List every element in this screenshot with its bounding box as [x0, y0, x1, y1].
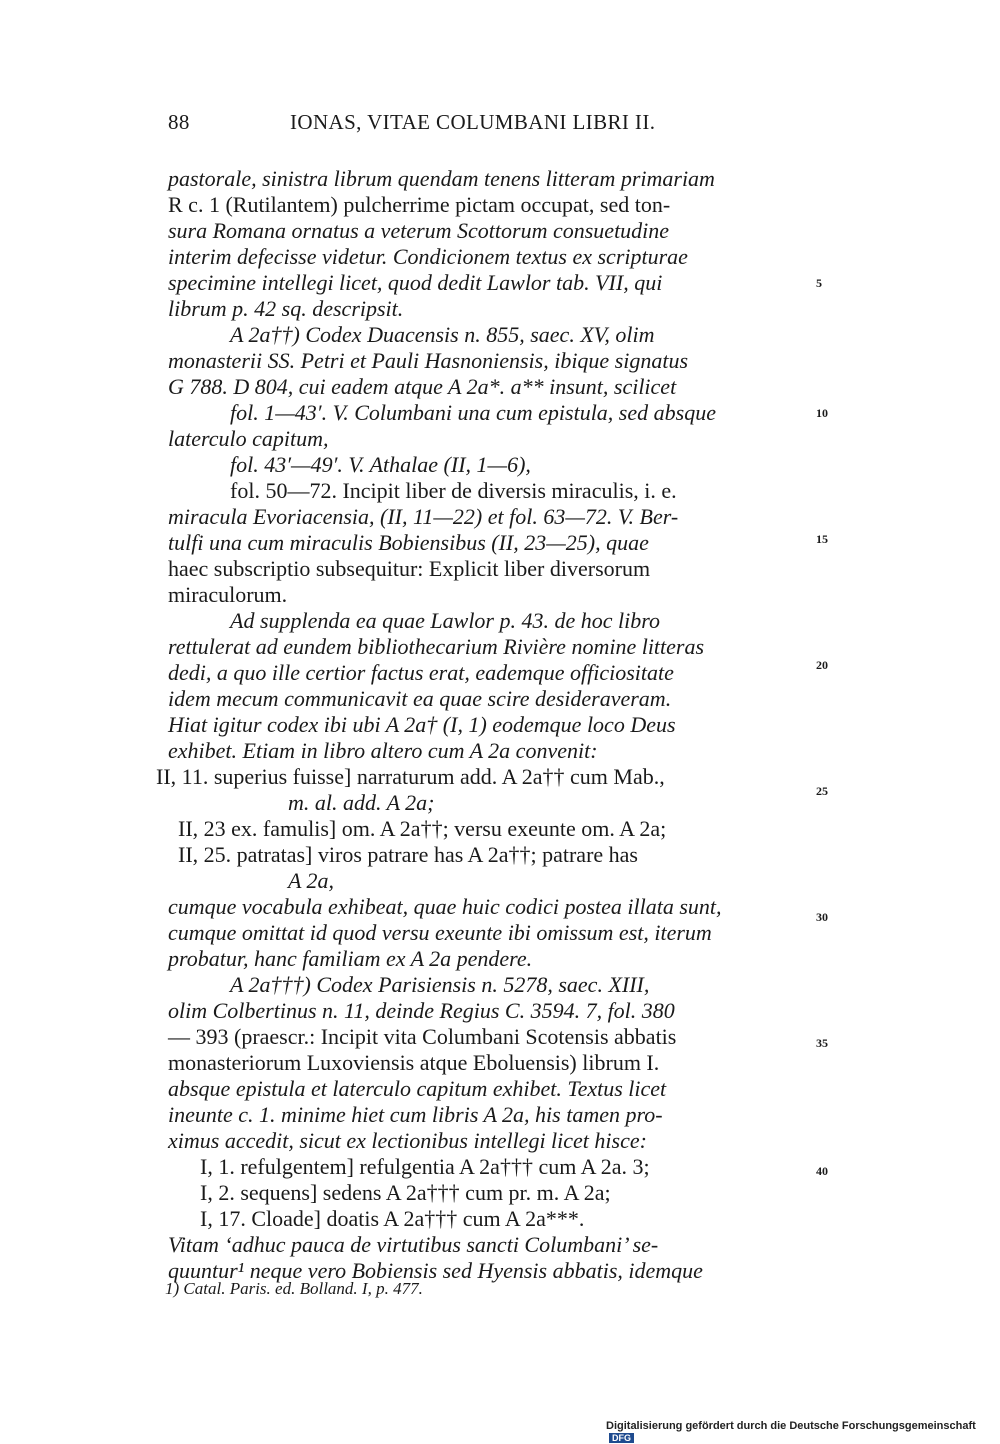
footer-text: Digitalisierung gefördert durch die Deutsche Forschungsgemeinschaft [606, 1420, 976, 1432]
main-text [156, 166, 808, 1306]
page-number: 88 [168, 110, 190, 134]
text-line: exhibet. Etiam in libro altero cum A 2a convenit: [168, 738, 598, 763]
text-line: I, 2. sequens] sedens A 2a††† cum pr. m. A 2a; [200, 1180, 611, 1205]
text-line: A 2a†††) Codex Parisiensis n. 5278, saec. XIII, [230, 972, 650, 997]
text-line: laterculo capitum, [168, 426, 329, 451]
line-number: 25 [816, 784, 828, 798]
text-line: tulfi una cum miraculis Bobiensibus (II, 23—25), quae [168, 530, 649, 555]
text-line: I, 17. Cloade] doatis A 2a††† cum A 2a***. [200, 1206, 585, 1231]
text-line: rettulerat ad eundem bibliothecarium Rivière nomine litteras [168, 634, 705, 659]
text-line: II, 11. superius fuisse] narraturum add. A 2a†† cum Mab., [156, 764, 665, 789]
text-line: R c. 1 (Rutilantem) pulcherrime pictam occupat, sed ton- [168, 192, 671, 217]
text-line: specimine intellegi licet, quod dedit Lawlor tab. VII, qui [168, 270, 663, 295]
text-line: probatur, hanc familiam ex A 2a pendere. [168, 946, 533, 971]
line-number: 30 [816, 910, 828, 924]
text-line: Ad supplenda ea quae Lawlor p. 43. de hoc libro [230, 608, 660, 633]
text-line: Vitam ‘adhuc pauca de virtutibus sancti Columbani’ se- [168, 1232, 659, 1257]
text-line: — 393 (praescr.: Incipit vita Columbani Scotensis abbatis [168, 1024, 677, 1049]
text-line: I, 1. refulgentem] refulgentia A 2a††† cum A 2a. 3; [200, 1154, 650, 1179]
line-number: 15 [816, 532, 828, 546]
running-title: IONAS, VITAE COLUMBANI LIBRI II. [290, 110, 656, 134]
text-line: cumque omittat id quod versu exeunte ibi omissum est, iterum [168, 920, 712, 945]
line-number: 10 [816, 406, 828, 420]
dfg-logo: DFG [609, 1433, 634, 1443]
text-line: absque epistula et laterculo capitum exhibet. Textus licet [168, 1076, 667, 1101]
running-header [168, 110, 808, 140]
text-line: A 2a, [288, 868, 335, 893]
text-line: II, 25. patratas] viros patrare has A 2a††; patrare has [178, 842, 638, 867]
text-line: olim Colbertinus n. 11, deinde Regius C. 3594. 7, fol. 380 [168, 998, 675, 1023]
text-line: II, 23 ex. famulis] om. A 2a††; versu exeunte om. A 2a; [178, 816, 667, 841]
text-line: dedi, a quo ille certior factus erat, eademque officiositate [168, 660, 674, 685]
text-line: interim defecisse videtur. Condicionem textus ex scripturae [168, 244, 688, 269]
text-line: Hiat igitur codex ibi ubi A 2a† (I, 1) eodemque loco Deus [168, 712, 676, 737]
text-line: fol. 43′—49′. V. Athalae (II, 1—6), [230, 452, 531, 477]
text-line: G 788. D 804, cui eadem atque A 2a*. a** insunt, scilicet [168, 374, 677, 399]
text-line: ineunte c. 1. minime hiet cum libris A 2a, his tamen pro- [168, 1102, 663, 1127]
text-line: fol. 1—43′. V. Columbani una cum epistula, sed absque [230, 400, 716, 425]
text-line: idem mecum communicavit ea quae scire desideraveram. [168, 686, 672, 711]
line-number: 5 [816, 276, 822, 290]
text-line: cumque vocabula exhibeat, quae huic codici postea illata sunt, [168, 894, 722, 919]
footnote: 1) Catal. Paris. ed. Bolland. I, p. 477. [165, 1279, 423, 1298]
text-line: m. al. add. A 2a; [288, 790, 435, 815]
text-line: sura Romana ornatus a veterum Scottorum consuetudine [168, 218, 670, 243]
text-line: monasteriorum Luxoviensis atque Eboluensis) librum I. [168, 1050, 660, 1075]
text-line: librum p. 42 sq. descripsit. [168, 296, 404, 321]
text-line: haec subscriptio subsequitur: Explicit liber diversorum [168, 556, 651, 581]
text-line: fol. 50—72. Incipit liber de diversis miraculis, i. e. [230, 478, 677, 503]
text-line: ximus accedit, sicut ex lectionibus intellegi licet hisce: [168, 1128, 647, 1153]
text-line: monasterii SS. Petri et Pauli Hasnoniensis, ibique signatus [168, 348, 689, 373]
text-line: A 2a††) Codex Duacensis n. 855, saec. XV, olim [230, 322, 655, 347]
text-line: quuntur¹ neque vero Bobiensis sed Hyensis abbatis, idemque [168, 1258, 703, 1283]
line-number: 35 [816, 1036, 828, 1050]
line-number: 40 [816, 1164, 828, 1178]
text-line: pastorale, sinistra librum quendam tenens litteram primariam [168, 166, 715, 191]
digitization-notice [606, 1420, 1000, 1444]
text-line: miraculorum. [168, 582, 288, 607]
line-number: 20 [816, 658, 828, 672]
text-line: miracula Evoriacensia, (II, 11—22) et fol. 63—72. V. Ber- [168, 504, 679, 529]
